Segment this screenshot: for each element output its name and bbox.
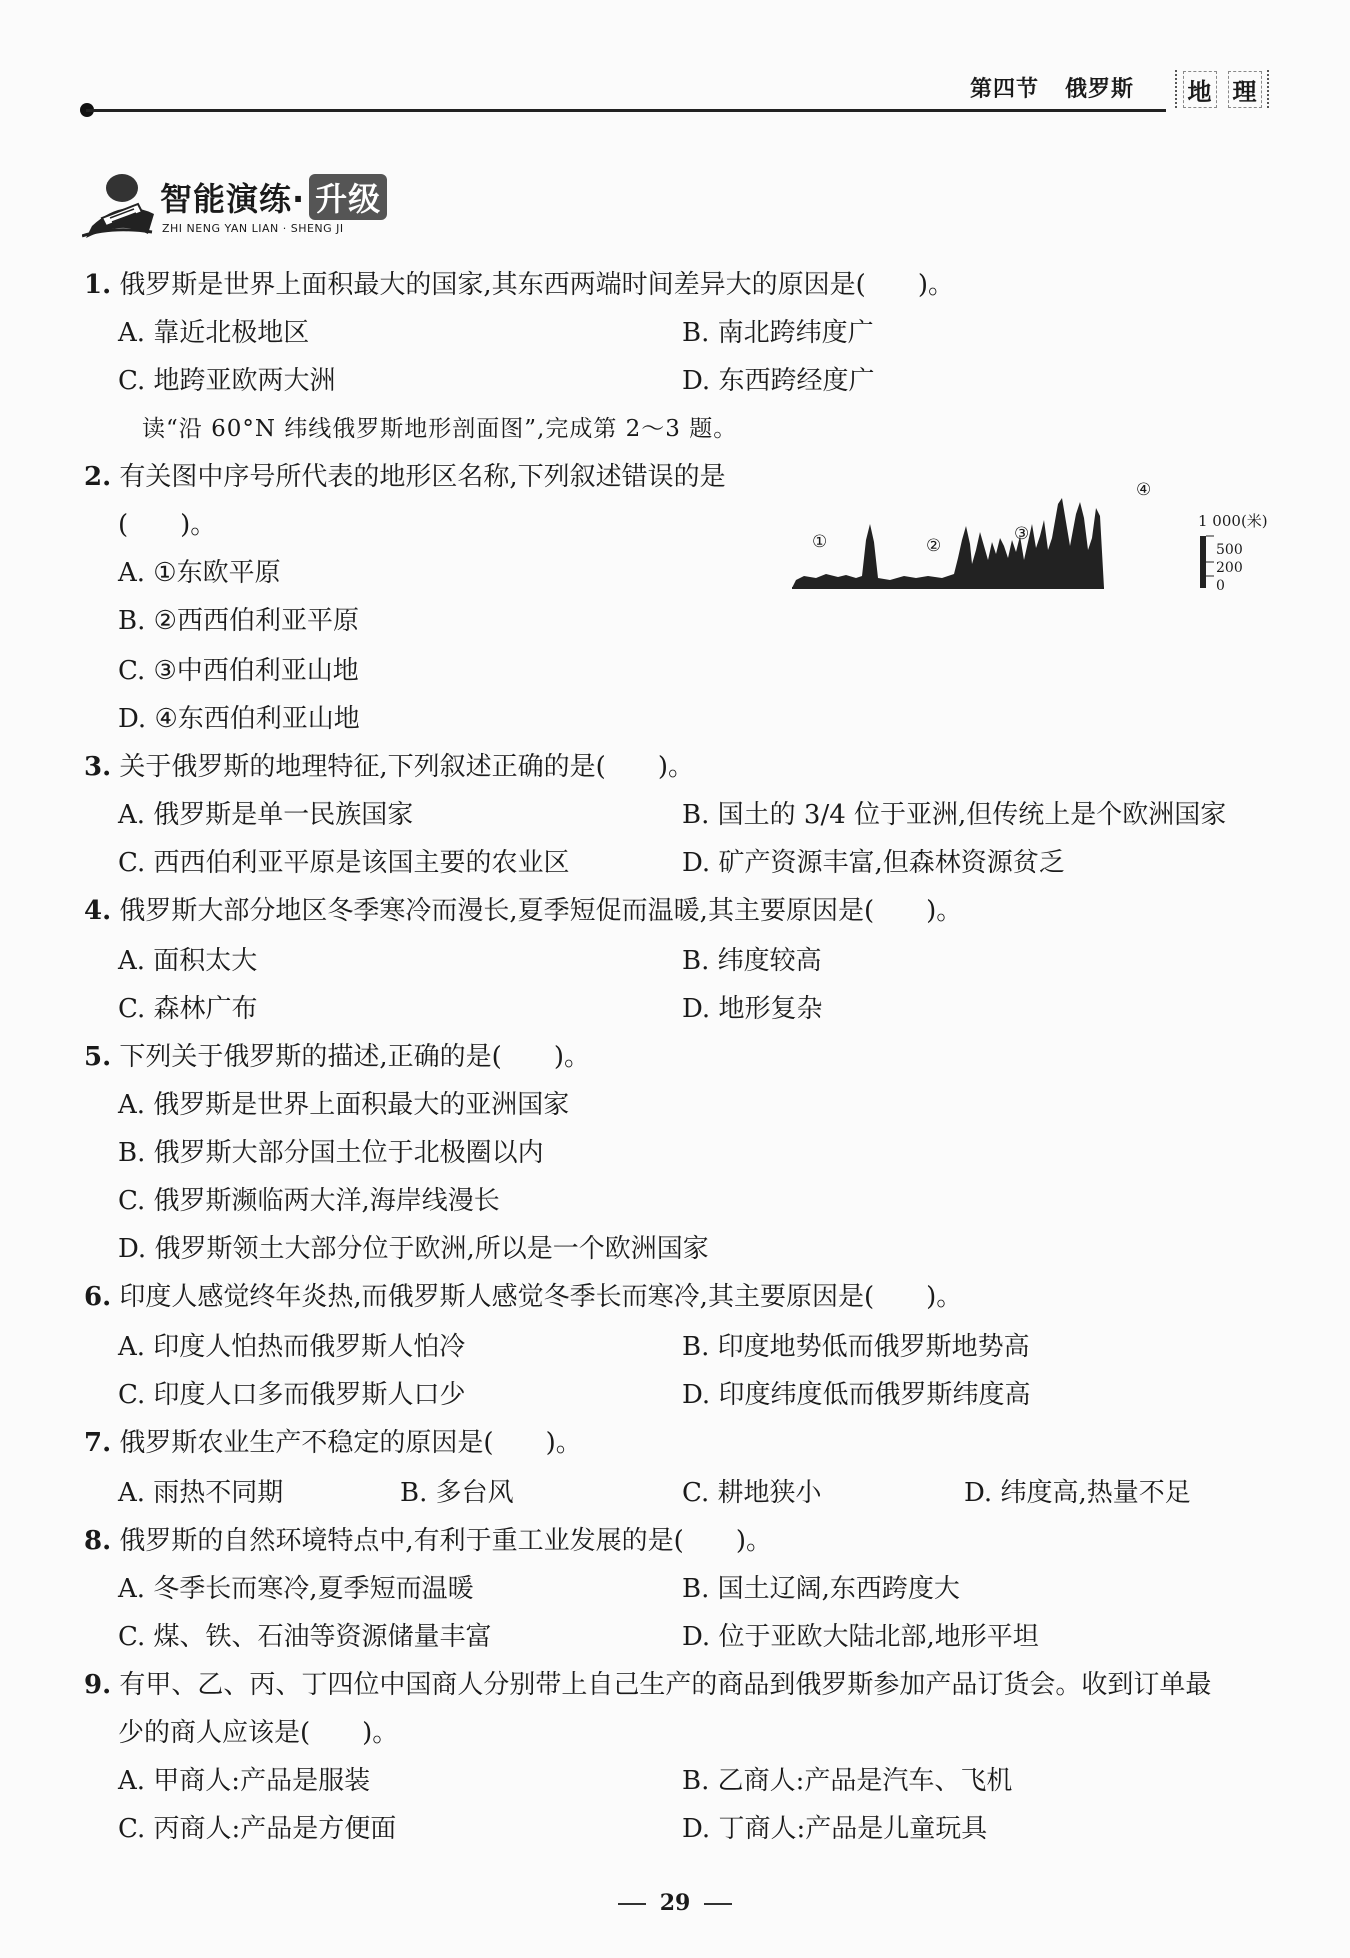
- option: C. ③中西伯利亚山地: [118, 656, 359, 686]
- option: C. 森林广布: [118, 994, 258, 1024]
- instruction-text: 读“沿 60°N 纬线俄罗斯地形剖面图”,完成第 2～3 题。: [142, 416, 738, 442]
- option: D. 俄罗斯领土大部分位于欧洲,所以是一个欧洲国家: [118, 1234, 709, 1264]
- subject-char: 地: [1183, 71, 1217, 108]
- option: B. 印度地势低而俄罗斯地势高: [682, 1332, 1030, 1362]
- option: B. 俄罗斯大部分国土位于北极圈以内: [118, 1138, 544, 1168]
- reader-mascot-icon: [82, 168, 162, 240]
- question-6: 6. 印度人感觉终年炎热,而俄罗斯人感觉冬季长而寒冷,其主要原因是( )。: [84, 1282, 963, 1312]
- level-badge: 升级: [309, 174, 387, 220]
- option: C. 丙商人:产品是方便面: [118, 1814, 397, 1844]
- profile-label-2: ②: [926, 536, 942, 556]
- question-2: 2. 有关图中序号所代表的地形区名称,下列叙述错误的是: [84, 462, 726, 492]
- option: C. 煤、铁、石油等资源储量丰富: [118, 1622, 492, 1652]
- option: C. 俄罗斯濒临两大洋,海岸线漫长: [118, 1186, 500, 1216]
- page-number: 29: [0, 1890, 1350, 1916]
- option: A. ①东欧平原: [118, 558, 281, 588]
- profile-label-4: ④: [1136, 480, 1152, 500]
- option: B. 国土的 3/4 位于亚洲,但传统上是个欧洲国家: [682, 800, 1227, 830]
- subject-tag: [1175, 70, 1269, 108]
- scale-unit-label: 1 000(米): [1198, 512, 1268, 530]
- option: D. 纬度高,热量不足: [964, 1478, 1191, 1508]
- scale-tick: 500: [1216, 542, 1243, 558]
- option: B. 南北跨纬度广: [682, 318, 874, 348]
- terrain-profile-figure: [786, 480, 1276, 600]
- question-3: 3. 关于俄罗斯的地理特征,下列叙述正确的是( )。: [84, 752, 694, 782]
- option: C. 印度人口多而俄罗斯人口少: [118, 1380, 466, 1410]
- question-2-line2: ( )。: [118, 510, 217, 540]
- logo-title: 智能演练· 升级: [160, 174, 387, 220]
- question-4: 4. 俄罗斯大部分地区冬季寒冷而漫长,夏季短促而温暖,其主要原因是( )。: [84, 896, 963, 926]
- question-7: 7. 俄罗斯农业生产不稳定的原因是( )。: [84, 1428, 582, 1458]
- option: A. 雨热不同期: [118, 1478, 284, 1508]
- option: B. 多台风: [400, 1478, 514, 1508]
- chapter-label: 俄罗斯: [1065, 76, 1135, 102]
- question-8: 8. 俄罗斯的自然环境特点中,有利于重工业发展的是( )。: [84, 1526, 772, 1556]
- option: B. ②西西伯利亚平原: [118, 606, 359, 636]
- profile-label-3: ③: [1014, 524, 1030, 544]
- option: B. 纬度较高: [682, 946, 822, 976]
- option: A. 印度人怕热而俄罗斯人怕冷: [118, 1332, 466, 1362]
- option: B. 乙商人:产品是汽车、飞机: [682, 1766, 1013, 1796]
- section-logo: [82, 168, 412, 240]
- scale-tick: 0: [1216, 578, 1225, 594]
- option: C. 地跨亚欧两大洲: [118, 366, 336, 396]
- option: A. 甲商人:产品是服装: [118, 1766, 371, 1796]
- option: A. 冬季长而寒冷,夏季短而温暖: [118, 1574, 474, 1604]
- subject-char: 理: [1228, 71, 1262, 108]
- profile-label-1: ①: [812, 532, 828, 552]
- section-label: 第四节: [970, 76, 1040, 102]
- option: D. 东西跨经度广: [682, 366, 875, 396]
- scale-tick: 200: [1216, 560, 1243, 576]
- question-5: 5. 下列关于俄罗斯的描述,正确的是( )。: [84, 1042, 590, 1072]
- option: B. 国土辽阔,东西跨度大: [682, 1574, 960, 1604]
- option: A. 靠近北极地区: [118, 318, 310, 348]
- option: D. ④东西伯利亚山地: [118, 704, 360, 734]
- terrain-profile: [786, 480, 1276, 600]
- page-header: [970, 72, 1160, 103]
- option: D. 矿产资源丰富,但森林资源贫乏: [682, 848, 1065, 878]
- option: C. 耕地狭小: [682, 1478, 822, 1508]
- logo-subtitle: ZHI NENG YAN LIAN · SHENG JI: [162, 222, 344, 235]
- question-9: 9. 有甲、乙、丙、丁四位中国商人分别带上自己生产的商品到俄罗斯参加产品订货会。收到订单最: [84, 1670, 1212, 1700]
- option: D. 印度纬度低而俄罗斯纬度高: [682, 1380, 1031, 1410]
- option: C. 西西伯利亚平原是该国主要的农业区: [118, 848, 570, 878]
- option: D. 地形复杂: [682, 994, 823, 1024]
- option: A. 俄罗斯是单一民族国家: [118, 800, 414, 830]
- option: A. 俄罗斯是世界上面积最大的亚洲国家: [118, 1090, 570, 1120]
- question-9-line2: 少的商人应该是( )。: [118, 1718, 399, 1748]
- option: D. 丁商人:产品是儿童玩具: [682, 1814, 988, 1844]
- option: A. 面积太大: [118, 946, 258, 976]
- question-1: 1. 俄罗斯是世界上面积最大的国家,其东西两端时间差异大的原因是( )。: [84, 270, 954, 300]
- option: D. 位于亚欧大陆北部,地形平坦: [682, 1622, 1039, 1652]
- header-rule: [86, 109, 1166, 112]
